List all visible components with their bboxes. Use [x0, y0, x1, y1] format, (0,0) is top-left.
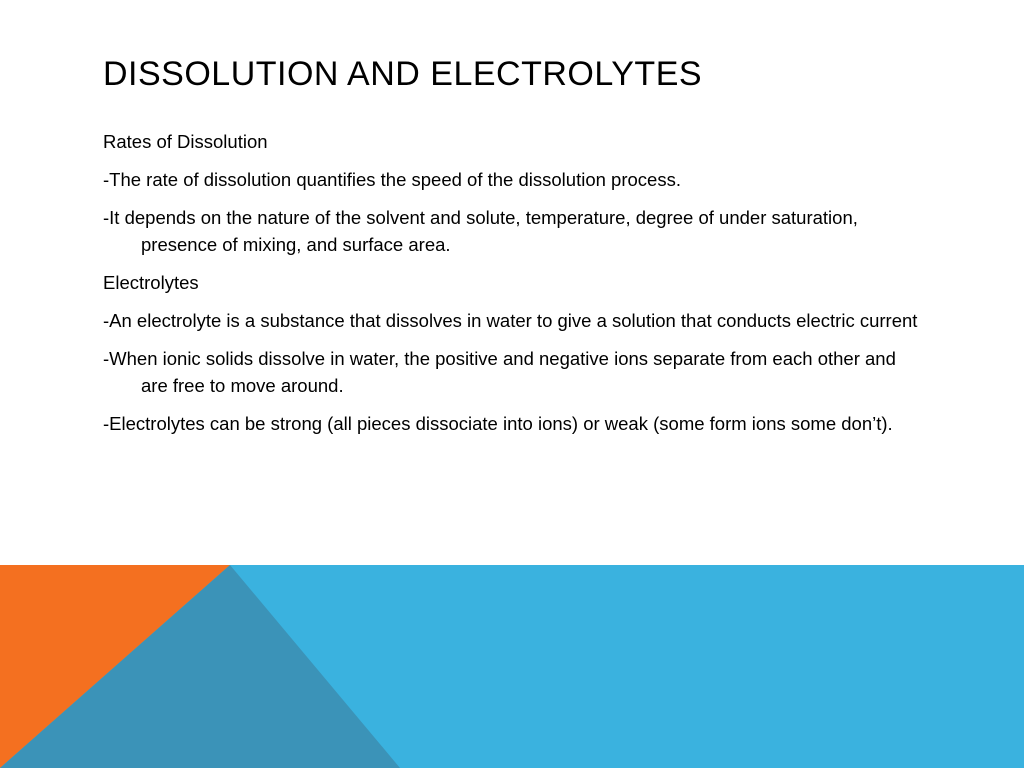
bullet-strong-weak: -Electrolytes can be strong (all pieces dissociate into ions) or weak (some form ions some don’t). — [103, 413, 893, 434]
bullet-ionic-solids: -When ionic solids dissolve in water, the positive and negative ions separate from each other and are free to move around. — [103, 348, 896, 396]
slide-body — [103, 128, 923, 448]
bullet-rate-factors: -It depends on the nature of the solvent and solute, temperature, degree of under saturation, presence of mixing, and surface area. — [103, 207, 858, 255]
section-heading-electrolytes: Electrolytes — [103, 272, 199, 293]
slide-title: DISSOLUTION AND ELECTROLYTES — [103, 55, 703, 93]
decorative-footer-band — [0, 565, 1024, 768]
bullet-electrolyte-definition: -An electrolyte is a substance that dissolves in water to give a solution that conducts electric current — [103, 310, 918, 331]
section-heading-rates: Rates of Dissolution — [103, 131, 268, 152]
bullet-rate-definition: -The rate of dissolution quantifies the speed of the dissolution process. — [103, 169, 681, 190]
